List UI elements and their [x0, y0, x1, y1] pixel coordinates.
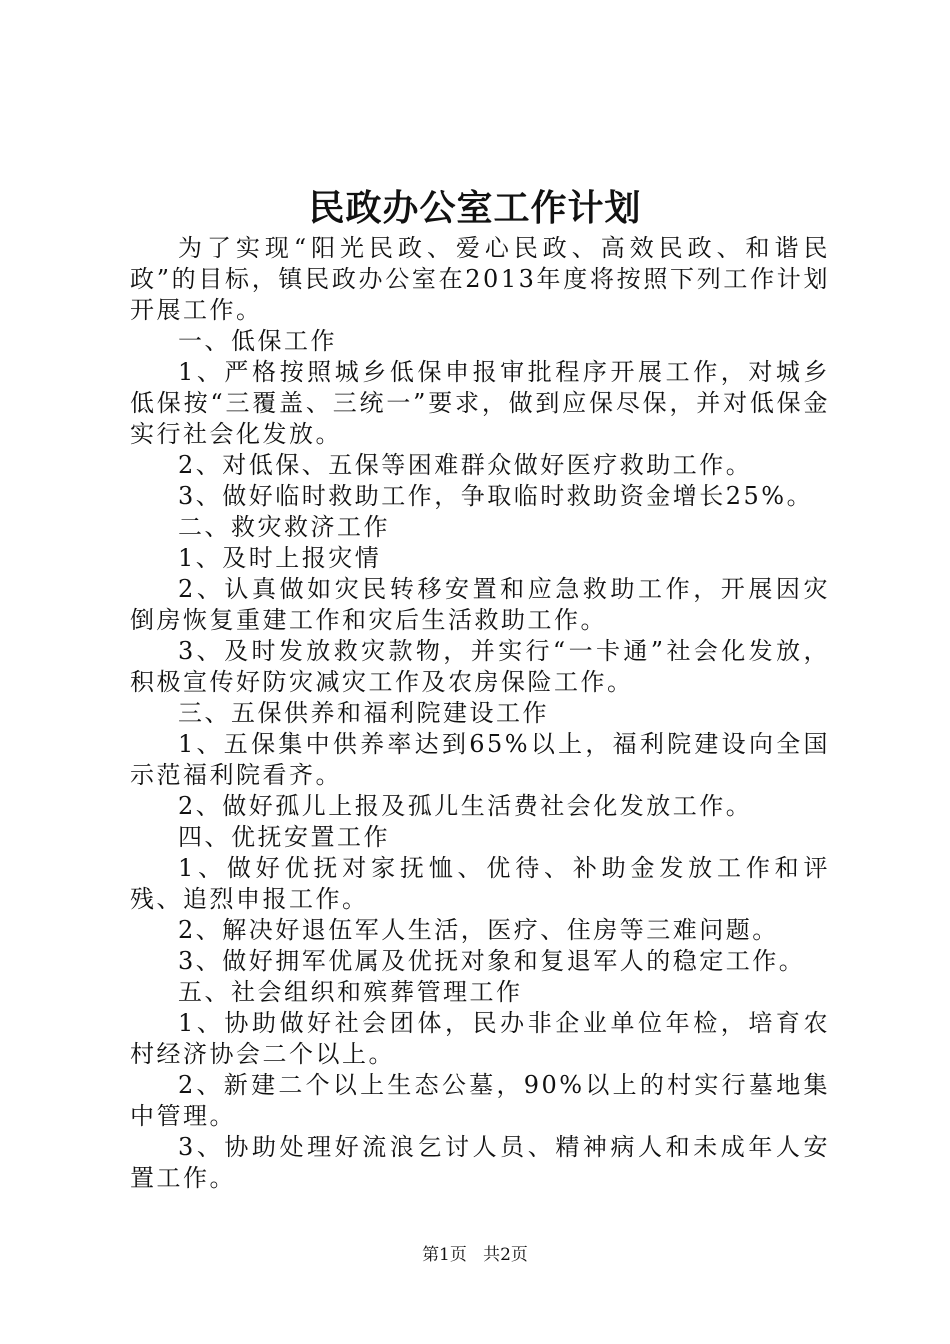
list-item: 1、协助做好社会团体，民办非企业单位年检，培育农村经济协会二个以上。: [130, 1009, 830, 1068]
list-item: 2、新建二个以上生态公墓，90%以上的村实行墓地集中管理。: [130, 1071, 830, 1130]
page-footer: [0, 1244, 950, 1266]
section-heading-disaster-relief: 二、救灾救济工作: [178, 513, 390, 541]
document-body: [130, 233, 830, 1194]
intro-paragraph: 为了实现“阳光民政、爱心民政、高效民政、和谐民政”的目标，镇民政办公室在2013年度将按照下列工作计划开展工作。: [130, 234, 830, 324]
list-item: 3、及时发放救灾款物，并实行“一卡通”社会化发放，积极宣传好防灾减灾工作及农房保险工作。: [130, 637, 830, 696]
list-item: 3、做好临时救助工作，争取临时救助资金增长25%。: [178, 482, 814, 510]
list-item: 1、及时上报灾情: [178, 544, 382, 572]
list-item: 2、解决好退伍军人生活，医疗、住房等三难问题。: [178, 916, 779, 944]
list-item: 2、认真做如灾民转移安置和应急救助工作，开展因灾倒房恢复重建工作和灾后生活救助工作。: [130, 575, 830, 634]
list-item: 3、做好拥军优属及优抚对象和复退军人的稳定工作。: [178, 947, 806, 975]
list-item: 1、严格按照城乡低保申报审批程序开展工作，对城乡低保按“三覆盖、三统一”要求，做到应保尽保，并对低保金实行社会化发放。: [130, 358, 830, 448]
list-item: 2、对低保、五保等困难群众做好医疗救助工作。: [178, 451, 753, 479]
list-item: 1、五保集中供养率达到65%以上，福利院建设向全国示范福利院看齐。: [130, 730, 830, 789]
page-total: 共2页: [483, 1245, 528, 1265]
section-heading-subsistence: 一、低保工作: [178, 327, 337, 355]
section-heading-veterans: 四、优抚安置工作: [178, 823, 390, 851]
document-title: 民政办公室工作计划: [308, 187, 642, 229]
list-item: 3、协助处理好流浪乞讨人员、精神病人和未成年人安置工作。: [130, 1133, 830, 1192]
section-heading-social-org: 五、社会组织和殡葬管理工作: [178, 978, 523, 1006]
list-item: 1、做好优抚对家抚恤、优待、补助金发放工作和评残、追烈申报工作。: [130, 854, 830, 913]
section-heading-welfare: 三、五保供养和福利院建设工作: [178, 699, 549, 727]
list-item: 2、做好孤儿上报及孤儿生活费社会化发放工作。: [178, 792, 753, 820]
page-number: 第1页: [422, 1245, 467, 1265]
